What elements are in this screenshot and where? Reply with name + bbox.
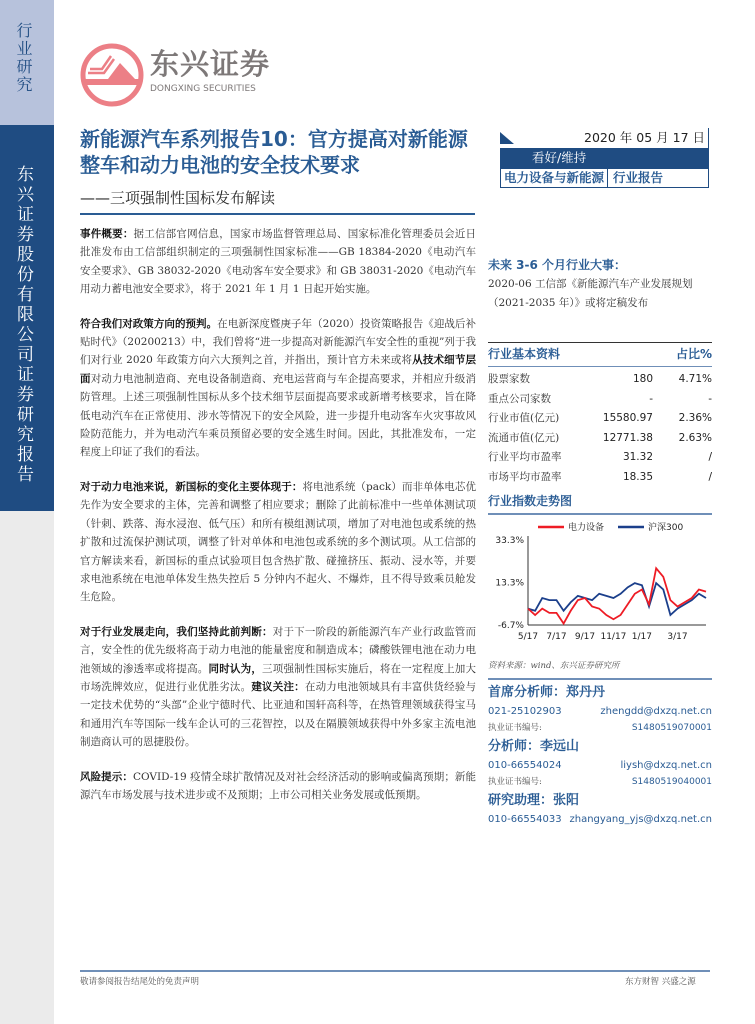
main-column [80, 126, 478, 820]
report-date: 2020 年 05 月 17 日 [584, 130, 705, 145]
report-body [80, 225, 476, 804]
x-tick-label: 9/17 [574, 632, 596, 642]
logo-mark-icon [80, 43, 144, 107]
table-cell: 2.63% [678, 431, 712, 444]
text: 三项强制性国标实施后，将在一定程度上加大市场洗牌效应，促进行业优胜劣汰。 [80, 662, 477, 693]
license-label: 执业证书编号: [488, 723, 542, 733]
text: 在电新深度暨庚子年（2020）投资策略报告《迎战后补贴时代》（20200213）中，我们曾将“进一步提高对新能源汽车安全性的重视”列于我们对行业 2020 年政策方向六大预判之首，并指出，预计官方未来或将 [80, 317, 476, 367]
company-logo [80, 40, 290, 110]
text: 对动力电池制造商、充电设备制造商、充电运营商与车企提高要求，并相应升级消防管理。上述三项强制性国标从多个技术细节层面提高要求或新增考核要求，旨在降低电动汽车在正常使用、涉水等情况下的安全风险，进一步提升电动客车火灾事故风险防范能力，并为电动汽车乘员预留必要的安全逃生时间。因此，其批准发布，一定程度上印证了我们的看法。 [80, 372, 477, 459]
license-number: S1480519070001 [631, 723, 712, 733]
rating: 看好/维持 [532, 150, 587, 165]
industry: 电力设备与新能源 [501, 168, 608, 188]
table-row [488, 370, 712, 390]
sidebar-category [0, 0, 54, 125]
analyst-email[interactable]: zhengdd@dxzq.net.cn [600, 706, 712, 717]
table-cell: 行业市值(亿元) [488, 412, 560, 424]
footer-disclaimer: 敬请参阅报告结尾处的免责声明 [80, 977, 200, 987]
table-cell: 重点公司家数 [488, 392, 551, 405]
table-row [488, 390, 712, 410]
table-cell: 31.32 [622, 451, 653, 463]
logo-wordmark [150, 48, 270, 95]
license-number: S1480519040001 [631, 777, 712, 787]
analyst-email[interactable]: zhangyang_yjs@dxzq.net.cn [569, 814, 712, 825]
chart-source: 资料来源：wind、东兴证券研究所 [488, 661, 620, 671]
table-cell: 股票家数 [488, 373, 530, 385]
lead: 符合我们对政策方向的预判。 [80, 317, 218, 330]
table-cell: - [708, 392, 712, 405]
x-tick-label: 5/17 [517, 632, 539, 642]
analysts [488, 683, 712, 828]
analyst-name: 首席分析师：郑丹丹 [488, 685, 606, 700]
table-row [488, 468, 712, 488]
sidebar-company [0, 125, 54, 511]
analyst-name: 研究助理：张阳 [488, 793, 580, 808]
emphasis: 建议关注： [251, 680, 305, 693]
table-cell: 行业平均市盈率 [488, 451, 562, 463]
analyst-block [488, 791, 712, 828]
x-tick-label: 7/17 [546, 632, 567, 642]
table-cell: 12771.38 [602, 431, 653, 444]
text: 据工信部官网信息，国家市场监督管理总局、国家标准化管理委员会近日批准发布由工信部组织制定的三项强制性国家标准——GB 18384-2020《电动汽车安全要求》、GB 38032-2020《电动客车安全要求》和 GB 38031-2020《电动汽车用动力蓄电池安全要求》，将于 2021 年 1 月 1 日起开始实施。 [80, 228, 477, 296]
paragraph-risk [80, 768, 476, 805]
paragraph-industry [80, 623, 476, 752]
report-type: 行业报告 [613, 170, 664, 185]
legend-label: 电力设备 [568, 523, 605, 533]
y-tick-label: -6.7% [497, 621, 524, 631]
footer-divider [80, 970, 710, 972]
basics-table [488, 370, 712, 487]
analyst-phone: 010-66554033 [488, 814, 562, 825]
lead: 对于动力电池来说，新国标的变化主要体现于： [80, 480, 303, 493]
table-row [488, 429, 712, 449]
table-cell: 180 [632, 373, 653, 385]
table-row [488, 409, 712, 429]
report-subtitle: ——三项强制性国标发布解读 [80, 189, 276, 207]
ratio-heading: 占比% [675, 347, 712, 361]
logo-cn: 东兴证券 [150, 47, 271, 81]
table-cell: 15580.97 [602, 412, 653, 424]
analyst-name: 分析师：李远山 [488, 739, 580, 754]
category-label: 行业研究 [14, 22, 33, 94]
text: 对于下一阶段的新能源汽车产业行政监管而言，安全性的优先级将高于动力电池的能量密度和制造成本；磷酸铁锂电池在动力电池领域的渗透率或将提高。 [80, 625, 476, 675]
text: COVID-19 疫情全球扩散情况及对社会经济活动的影响或偏离预期；新能源汽车市场发展与技术进步或不及预期；上市公司相关业务发展或低预期。 [80, 770, 477, 801]
emphasis: 同时认为， [208, 662, 263, 675]
lead: 风险提示： [80, 770, 133, 783]
rating-row [500, 148, 709, 168]
lead: 对于行业发展走向，我们坚持此前判断： [80, 625, 273, 638]
lead: 事件概要： [80, 228, 134, 240]
series-line-csi300 [528, 583, 706, 615]
company-label: 东兴证券股份有限公司证券研究报告 [13, 165, 33, 485]
table-cell: / [708, 470, 712, 483]
table-row [488, 448, 712, 468]
events-heading: 未来 3-6 个月行业大事： [488, 258, 627, 272]
logo-en: DONGXING SECURITIES [150, 84, 256, 94]
x-tick-label: 11/17 [600, 632, 627, 642]
paragraph-battery [80, 478, 476, 607]
x-tick-label: 1/17 [631, 632, 653, 642]
analyst-block [488, 737, 712, 791]
y-tick-label: 33.3% [495, 536, 524, 546]
sidebar-margin [0, 511, 54, 1024]
corner-triangle-icon [500, 132, 514, 144]
footer-slogan: 东方财智 兴盛之源 [625, 977, 696, 987]
table-cell: 流通市值(亿元) [488, 431, 560, 444]
analyst-email[interactable]: liysh@dxzq.net.cn [620, 760, 712, 771]
analyst-block [488, 683, 712, 737]
license-label: 执业证书编号: [488, 777, 542, 787]
table-cell: 4.71% [678, 373, 712, 385]
table-cell: 市场平均市盈率 [488, 470, 562, 483]
table-cell: 2.36% [678, 412, 712, 424]
analyst-phone: 021-25102903 [488, 706, 562, 717]
report-header-box [500, 128, 709, 188]
events-text: 2020-06 工信部《新能源汽车产业发展规划（2021-2035 年）》或将定稿发布 [488, 278, 693, 309]
table-cell: / [708, 451, 712, 463]
basics-heading: 行业基本资料 [488, 347, 561, 361]
report-title: 新能源汽车系列报告10：官方提高对新能源整车和动力电池的安全技术要求 [80, 127, 468, 177]
text: 将电池系统（pack）而非单体电芯优先作为安全要求的主体，完善和调整了相应要求；删除了此前标准中一些单体测试项（针刺、跌落、海水浸泡、低气压）和所有模组测试项，增加了对电池包或系统的热扩散和过流保护测试项，调整了针对单体和电池包或系统的多个测试项。从工信部的官方解读来看，新国标的重点试验项目包含热扩散、碰撞挤压、振动、浸水等，并要求电池系统在电池单体发生热失控后 5 分钟内不起火、不爆炸，且不得导致乘员舱发生危险。 [80, 480, 476, 604]
analyst-phone: 010-66554024 [488, 760, 562, 771]
emphasis: 从技术细节层面 [80, 354, 477, 385]
chart-heading: 行业指数走势图 [488, 494, 573, 508]
index-trend-chart [488, 518, 712, 653]
title-divider [80, 213, 475, 215]
paragraph-forecast [80, 315, 476, 462]
legend-label: 沪深300 [648, 523, 684, 533]
right-column [488, 257, 712, 828]
table-cell: - [649, 392, 653, 405]
y-tick-label: 13.3% [495, 578, 524, 589]
paragraph-summary [80, 225, 476, 299]
table-cell: 18.35 [622, 470, 653, 483]
text: 在动力电池领域具有丰富供货经验与一定技术优势的“头部”企业宁德时代、比亚迪和国轩高科等，在热管理领域获得宝马和通用汽车等国际一线车企认可的三花智控，以及在隔膜领域获得中外多家主流电池制造商认可的恩捷股份。 [80, 680, 477, 749]
x-tick-label: 3/17 [667, 632, 688, 642]
